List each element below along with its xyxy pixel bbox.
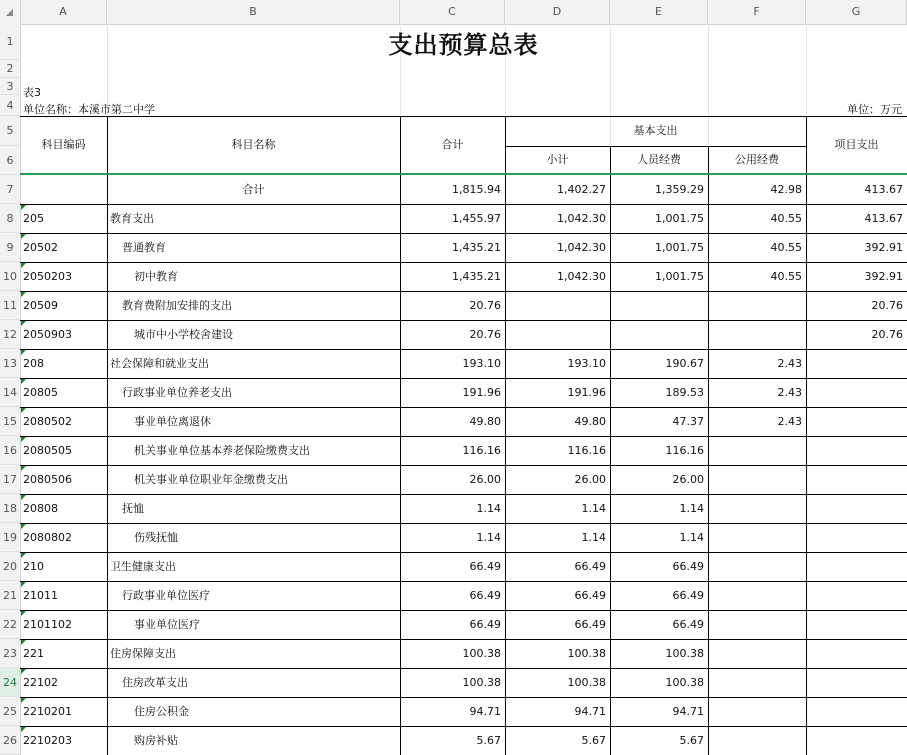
total-cell[interactable]: 100.38 [462, 676, 501, 689]
public-cell[interactable] [708, 552, 806, 581]
header-basic-expenditure: 基本支出 [633, 124, 678, 137]
column-header-e[interactable]: E [610, 0, 708, 24]
subtotal-cell[interactable] [505, 320, 610, 349]
public-cell[interactable]: 40.55 [770, 212, 802, 225]
personnel-cell[interactable] [610, 291, 708, 320]
project-cell[interactable] [806, 378, 907, 407]
report-title: 支出预算总表 [388, 30, 539, 59]
select-all-icon [6, 9, 13, 16]
personnel-cell[interactable]: 1.14 [679, 531, 704, 544]
subject-name-cell[interactable]: 社会保障和就业支出 [110, 357, 209, 370]
public-cell[interactable] [708, 639, 806, 668]
number-as-text-marker [21, 263, 26, 268]
personnel-cell[interactable]: 100.38 [665, 676, 704, 689]
number-as-text-marker [21, 292, 26, 297]
number-as-text-marker [21, 582, 26, 587]
subtotal-cell[interactable]: 100.38 [567, 647, 606, 660]
subject-name-cell[interactable]: 普通教育 [122, 241, 166, 254]
subject-code-cell[interactable]: 2050903 [23, 328, 72, 341]
personnel-cell[interactable]: 26.00 [672, 473, 704, 486]
subject-code-cell[interactable]: 2080802 [23, 531, 72, 544]
subtotal-cell[interactable]: 191.96 [567, 386, 606, 399]
number-as-text-marker [21, 205, 26, 210]
project-cell[interactable]: 413.67 [864, 212, 903, 225]
project-cell[interactable] [806, 726, 907, 755]
project-cell[interactable] [806, 407, 907, 436]
column-header-bar [0, 0, 907, 25]
subtotal-cell[interactable]: 1,042.30 [557, 270, 606, 283]
table-number: 表3 [23, 86, 41, 98]
subject-name-cell[interactable]: 城市中小学校舍建设 [134, 328, 233, 341]
number-as-text-marker [21, 524, 26, 529]
subtotal-cell[interactable]: 193.10 [567, 357, 606, 370]
subject-code-cell[interactable]: 2080502 [23, 415, 72, 428]
row-header-12[interactable]: 12 [0, 320, 20, 349]
number-as-text-marker [21, 234, 26, 239]
subject-name-cell[interactable]: 事业单位离退休 [134, 415, 211, 428]
number-as-text-marker [21, 466, 26, 471]
table-border [20, 116, 907, 117]
subtotal-cell[interactable]: 116.16 [567, 444, 606, 457]
project-cell[interactable] [806, 668, 907, 697]
subject-code-cell[interactable] [23, 175, 106, 204]
total-cell[interactable]: 66.49 [469, 618, 501, 631]
subtotal-cell[interactable]: 66.49 [574, 589, 606, 602]
header-subject-name: 科目名称 [231, 138, 276, 151]
project-cell[interactable] [806, 465, 907, 494]
subtotal-cell[interactable]: 66.49 [574, 560, 606, 573]
subject-code-cell[interactable]: 2080505 [23, 444, 72, 457]
number-as-text-marker [21, 611, 26, 616]
subtotal-cell[interactable]: 5.67 [581, 734, 606, 747]
personnel-cell[interactable]: 1,001.75 [655, 241, 704, 254]
total-cell[interactable]: 49.80 [469, 415, 501, 428]
header-subject-code: 科目编码 [41, 138, 86, 151]
public-cell[interactable]: 40.55 [770, 270, 802, 283]
subject-name-cell[interactable]: 抚恤 [122, 502, 144, 515]
header-total: 合计 [441, 138, 464, 151]
public-cell[interactable] [708, 726, 806, 755]
total-cell[interactable]: 1,435.21 [452, 241, 501, 254]
personnel-cell[interactable]: 100.38 [665, 647, 704, 660]
number-as-text-marker [21, 640, 26, 645]
row-header-21[interactable]: 21 [0, 581, 20, 610]
public-cell[interactable] [708, 291, 806, 320]
row-header-16[interactable]: 16 [0, 436, 20, 465]
row-header-26[interactable]: 26 [0, 726, 20, 755]
unit-name: 单位名称：本溪市第二中学 [23, 103, 155, 115]
subject-code-cell[interactable]: 2101102 [23, 618, 72, 631]
project-cell[interactable] [806, 552, 907, 581]
row-header-4[interactable]: 4 [0, 95, 20, 116]
subject-code-cell[interactable]: 2050203 [23, 270, 72, 283]
total-cell[interactable]: 100.38 [462, 647, 501, 660]
column-header-b[interactable]: B [107, 0, 400, 24]
number-as-text-marker [21, 379, 26, 384]
total-cell[interactable]: 1,435.21 [452, 270, 501, 283]
header-subtotal: 小计 [546, 153, 569, 166]
row-header-9[interactable]: 9 [0, 233, 20, 262]
row-header-6[interactable]: 6 [0, 146, 20, 175]
total-cell[interactable]: 20.76 [469, 328, 501, 341]
subject-code-cell[interactable]: 22102 [23, 676, 58, 689]
column-header-g[interactable]: G [806, 0, 907, 24]
row-header-7[interactable]: 7 [0, 175, 20, 204]
row-header-13[interactable]: 13 [0, 349, 20, 378]
project-cell[interactable] [806, 494, 907, 523]
subject-name-cell[interactable]: 住房公积金 [134, 705, 189, 718]
project-cell[interactable]: 20.76 [871, 299, 903, 312]
row-header-22[interactable]: 22 [0, 610, 20, 639]
select-all-corner[interactable] [0, 0, 21, 24]
subject-code-cell[interactable]: 21011 [23, 589, 58, 602]
subject-name-cell[interactable]: 购房补贴 [134, 734, 178, 747]
project-cell[interactable] [806, 436, 907, 465]
personnel-cell[interactable]: 190.67 [665, 357, 704, 370]
subtotal-cell[interactable]: 1.14 [581, 502, 606, 515]
row-header-11[interactable]: 11 [0, 291, 20, 320]
subject-name-cell[interactable]: 教育费附加安排的支出 [122, 299, 232, 312]
personnel-cell[interactable] [610, 320, 708, 349]
total-cell[interactable]: 66.49 [469, 560, 501, 573]
personnel-cell[interactable]: 66.49 [672, 589, 704, 602]
subject-code-cell[interactable]: 2080506 [23, 473, 72, 486]
number-as-text-marker [21, 350, 26, 355]
subject-name-cell[interactable]: 事业单位医疗 [134, 618, 200, 631]
subject-name-cell[interactable]: 初中教育 [134, 270, 178, 283]
subtotal-cell[interactable]: 1,402.27 [557, 183, 606, 196]
total-cell[interactable]: 20.76 [469, 299, 501, 312]
number-as-text-marker [21, 408, 26, 413]
header-project-expenditure: 项目支出 [834, 138, 879, 151]
subject-name-cell[interactable]: 行政事业单位医疗 [122, 589, 210, 602]
public-cell[interactable] [708, 436, 806, 465]
project-cell[interactable]: 392.91 [864, 241, 903, 254]
row-header-8[interactable]: 8 [0, 204, 20, 233]
subject-code-cell[interactable]: 210 [23, 560, 44, 573]
personnel-cell[interactable]: 1.14 [679, 502, 704, 515]
subject-name-cell[interactable]: 机关事业单位职业年金缴费支出 [134, 473, 288, 486]
project-cell[interactable] [806, 697, 907, 726]
number-as-text-marker [21, 495, 26, 500]
personnel-cell[interactable]: 47.37 [672, 415, 704, 428]
subtotal-cell[interactable]: 1,042.30 [557, 212, 606, 225]
subject-name-cell[interactable]: 伤残抚恤 [134, 531, 178, 544]
public-cell[interactable]: 2.43 [777, 386, 802, 399]
total-cell[interactable]: 94.71 [469, 705, 501, 718]
subtotal-cell[interactable] [505, 291, 610, 320]
row-header-15[interactable]: 15 [0, 407, 20, 436]
personnel-cell[interactable]: 189.53 [665, 386, 704, 399]
row-header-bar [0, 24, 21, 755]
number-as-text-marker [21, 727, 26, 732]
total-cell[interactable]: 1,815.94 [452, 183, 501, 196]
public-cell[interactable] [708, 465, 806, 494]
personnel-cell[interactable]: 1,001.75 [655, 212, 704, 225]
subject-code-cell[interactable]: 20808 [23, 502, 58, 515]
project-cell[interactable] [806, 639, 907, 668]
subject-code-cell[interactable]: 2210203 [23, 734, 72, 747]
number-as-text-marker [21, 698, 26, 703]
subtotal-cell[interactable]: 26.00 [574, 473, 606, 486]
project-cell[interactable]: 392.91 [864, 270, 903, 283]
subject-code-cell[interactable]: 20509 [23, 299, 58, 312]
subtotal-cell[interactable]: 1,042.30 [557, 241, 606, 254]
column-header-f[interactable]: F [708, 0, 806, 24]
number-as-text-marker [21, 553, 26, 558]
row-header-1[interactable]: 1 [0, 24, 20, 60]
row-header-18[interactable]: 18 [0, 494, 20, 523]
public-cell[interactable]: 2.43 [777, 415, 802, 428]
public-cell[interactable]: 42.98 [770, 183, 802, 196]
subject-name-cell[interactable]: 卫生健康支出 [110, 560, 176, 573]
row-header-2[interactable]: 2 [0, 60, 20, 78]
project-cell[interactable]: 20.76 [871, 328, 903, 341]
row-header-3[interactable]: 3 [0, 78, 20, 95]
row-header-20[interactable]: 20 [0, 552, 20, 581]
subject-name-cell[interactable]: 行政事业单位养老支出 [122, 386, 232, 399]
public-cell[interactable] [708, 320, 806, 349]
row-header-10[interactable]: 10 [0, 262, 20, 291]
public-cell[interactable]: 40.55 [770, 241, 802, 254]
personnel-cell[interactable]: 66.49 [672, 560, 704, 573]
row-header-19[interactable]: 19 [0, 523, 20, 552]
public-cell[interactable]: 2.43 [777, 357, 802, 370]
number-as-text-marker [21, 437, 26, 442]
total-cell[interactable]: 191.96 [462, 386, 501, 399]
project-cell[interactable] [806, 349, 907, 378]
row-header-25[interactable]: 25 [0, 697, 20, 726]
total-cell[interactable]: 66.49 [469, 589, 501, 602]
total-cell[interactable]: 26.00 [469, 473, 501, 486]
project-cell[interactable] [806, 581, 907, 610]
project-cell[interactable] [806, 610, 907, 639]
table-border [505, 146, 806, 147]
public-cell[interactable] [708, 494, 806, 523]
total-cell[interactable]: 1.14 [476, 531, 501, 544]
subject-code-cell[interactable]: 221 [23, 647, 44, 660]
total-cell[interactable]: 1,455.97 [452, 212, 501, 225]
subtotal-cell[interactable]: 100.38 [567, 676, 606, 689]
column-header-d[interactable]: D [505, 0, 610, 24]
subject-code-cell[interactable]: 20502 [23, 241, 58, 254]
public-cell[interactable] [708, 610, 806, 639]
subtotal-cell[interactable]: 94.71 [574, 705, 606, 718]
total-cell[interactable]: 5.67 [476, 734, 501, 747]
column-header-a[interactable]: A [20, 0, 107, 24]
personnel-cell[interactable]: 116.16 [665, 444, 704, 457]
project-cell[interactable] [806, 523, 907, 552]
personnel-cell[interactable]: 1,359.29 [655, 183, 704, 196]
subject-code-cell[interactable]: 2210201 [23, 705, 72, 718]
row-header-24[interactable]: 24 [0, 668, 20, 697]
number-as-text-marker [21, 669, 26, 674]
personnel-cell[interactable]: 66.49 [672, 618, 704, 631]
personnel-cell[interactable]: 1,001.75 [655, 270, 704, 283]
personnel-cell[interactable]: 94.71 [672, 705, 704, 718]
column-header-c[interactable]: C [400, 0, 505, 24]
subject-name-cell[interactable]: 教育支出 [110, 212, 154, 225]
header-personnel-expense: 人员经费 [637, 153, 681, 166]
selection-line [20, 173, 907, 175]
public-cell[interactable] [708, 581, 806, 610]
personnel-cell[interactable]: 5.67 [679, 734, 704, 747]
public-cell[interactable] [708, 668, 806, 697]
row-header-23[interactable]: 23 [0, 639, 20, 668]
subject-code-cell[interactable]: 208 [23, 357, 44, 370]
row-header-17[interactable]: 17 [0, 465, 20, 494]
subject-name-cell[interactable]: 住房保障支出 [110, 647, 176, 660]
subtotal-cell[interactable]: 66.49 [574, 618, 606, 631]
total-cell[interactable]: 116.16 [462, 444, 501, 457]
header-public-expense: 公用经费 [735, 153, 779, 166]
subject-code-cell[interactable]: 20805 [23, 386, 58, 399]
public-cell[interactable] [708, 523, 806, 552]
total-cell[interactable]: 193.10 [462, 357, 501, 370]
subject-name-cell[interactable]: 住房改革支出 [122, 676, 188, 689]
subtotal-cell[interactable]: 49.80 [574, 415, 606, 428]
unit-label: 单位：万元 [847, 103, 902, 115]
row-header-5[interactable]: 5 [0, 116, 20, 146]
subtotal-cell[interactable]: 1.14 [581, 531, 606, 544]
row-header-14[interactable]: 14 [0, 378, 20, 407]
total-cell[interactable]: 1.14 [476, 502, 501, 515]
subject-name-cell[interactable]: 机关事业单位基本养老保险缴费支出 [134, 444, 310, 457]
project-cell[interactable]: 413.67 [864, 183, 903, 196]
public-cell[interactable] [708, 697, 806, 726]
subject-name-cell[interactable]: 合计 [242, 183, 265, 196]
number-as-text-marker [21, 321, 26, 326]
subject-code-cell[interactable]: 205 [23, 212, 44, 225]
